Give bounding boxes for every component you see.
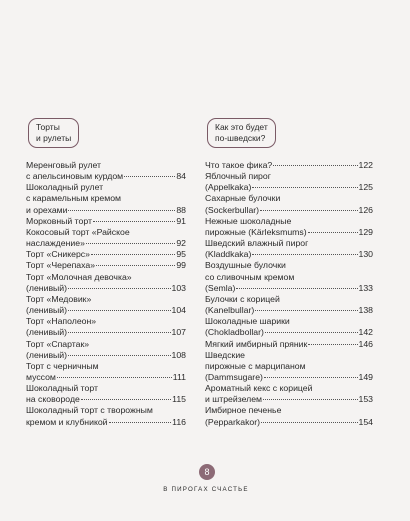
toc-entry-title-line: Шоколадный торт с творожным — [26, 405, 153, 416]
toc-entry-page: 129 — [358, 226, 373, 237]
section-title-cakes — [28, 118, 79, 148]
toc-entry-page: 91 — [176, 215, 186, 226]
toc-entry-title-line: пирожные с марципаном — [205, 360, 306, 371]
toc-entry-page: 104 — [171, 305, 186, 316]
toc-entry-page: 142 — [358, 327, 373, 338]
toc-entry-page: 125 — [358, 182, 373, 193]
toc-entry-title-line: (Dammsugare) — [205, 371, 263, 382]
dot-leader — [273, 165, 357, 166]
dot-leader — [236, 288, 357, 289]
toc-entry-page: 99 — [176, 260, 186, 271]
toc-entry-title-line: со сливочным кремом — [205, 271, 295, 282]
toc-entry-row — [26, 327, 186, 338]
dot-leader — [260, 210, 357, 211]
toc-entry-row — [205, 327, 373, 338]
toc-entry-title-line: Шоколадный торт — [26, 383, 98, 394]
toc-entry-title-line: Торт «Молочная девочка» — [26, 271, 132, 282]
toc-entry-title-line: (Sockerbullar) — [205, 204, 260, 215]
toc-entry-row — [26, 372, 186, 383]
toc-column-right — [205, 118, 373, 428]
toc-entry-row — [26, 249, 186, 260]
section-title-line: Как это будет — [215, 122, 268, 132]
toc-entry-title-line: (ленивый) — [26, 305, 68, 316]
dot-leader — [252, 187, 357, 188]
toc-entry-row — [26, 417, 186, 428]
toc-entry-page: 84 — [176, 171, 186, 182]
toc-entry-row — [205, 182, 373, 193]
toc-entry-page: 133 — [358, 282, 373, 293]
toc-entry-title-line: Булочки с корицей — [205, 293, 280, 304]
toc-entry-title-line: (Pepparkakor) — [205, 416, 261, 427]
toc-entry-title-line: пирожные (Kärleksmums) — [205, 226, 307, 237]
section-title-swedish — [207, 118, 276, 148]
toc-entry-title-line: (ленивый) — [26, 282, 68, 293]
toc-entry — [205, 193, 373, 215]
toc-entry-title-line: Имбирное печенье — [205, 405, 282, 416]
toc-entry-page: 108 — [171, 349, 186, 360]
toc-entry-title-line: Шоколадный рулет — [26, 182, 104, 193]
dot-leader — [308, 232, 358, 233]
toc-entry — [205, 405, 373, 427]
toc-entry — [205, 260, 373, 293]
toc-entry-page: 111 — [172, 371, 186, 382]
dot-leader — [91, 254, 175, 255]
toc-entry-row — [205, 249, 373, 260]
toc-entry-row — [205, 372, 373, 383]
toc-entry-page: 116 — [172, 416, 186, 427]
toc-entry-title-line: с апельсиновым курдом — [26, 171, 124, 182]
toc-entry-title-line: (Kladdkaka) — [205, 249, 252, 260]
toc-entry-title-line: на сковороде — [26, 394, 80, 405]
toc-entry-title-line: и орехами — [26, 204, 68, 215]
toc-entry-page: 126 — [358, 204, 373, 215]
toc-entry-title-line: Торт «Медовик» — [26, 293, 92, 304]
page-number-badge: 8 — [199, 464, 215, 480]
dot-leader — [68, 310, 170, 311]
toc-entry — [205, 294, 373, 316]
toc-entry — [205, 350, 373, 383]
toc-entry-row — [26, 171, 186, 182]
toc-entry-title-line: (Appelkaka) — [205, 182, 252, 193]
toc-entry — [26, 405, 186, 427]
toc-entry-row — [26, 283, 186, 294]
toc-entry-title-line: Шведские — [205, 349, 246, 360]
toc-entry-row — [205, 160, 373, 171]
toc-entry-page: 88 — [176, 204, 186, 215]
toc-entry-page: 149 — [358, 371, 373, 382]
dot-leader — [255, 310, 357, 311]
toc-entry — [205, 160, 373, 171]
toc-entry — [26, 272, 186, 294]
toc-entry-row — [205, 339, 373, 350]
toc-entry-row — [205, 283, 373, 294]
toc-entry — [205, 339, 373, 350]
toc-entry-title-line: кремом и клубникой — [26, 416, 108, 427]
toc-entry-title-line: Что такое фика? — [205, 160, 273, 170]
toc-entry-title-line: Мягкий имбирный пряник — [205, 338, 308, 349]
toc-entry-page: 115 — [172, 394, 186, 405]
dot-leader — [96, 265, 175, 266]
toc-entry-title-line: (ленивый) — [26, 349, 68, 360]
dot-leader — [86, 243, 175, 244]
toc-entry-title-line: Нежные шоколадные — [205, 215, 292, 226]
toc-entry-title-line: Торт «Сникерс» — [26, 249, 90, 260]
dot-leader — [57, 377, 172, 378]
toc-entry — [26, 339, 186, 361]
toc-entry-row — [26, 350, 186, 361]
toc-entry — [205, 238, 373, 260]
toc-entry-page: 146 — [358, 338, 373, 349]
toc-entry-title-line: Шоколадные шарики — [205, 316, 290, 327]
toc-entry-row — [26, 394, 186, 405]
toc-entry-page: 103 — [171, 282, 186, 293]
toc-entry — [205, 383, 373, 405]
toc-entry — [205, 316, 373, 338]
dot-leader — [68, 210, 175, 211]
toc-entry-title-line: Торт «Наполеон» — [26, 316, 97, 327]
dot-leader — [265, 332, 358, 333]
dot-leader — [109, 422, 172, 423]
dot-leader — [93, 221, 175, 222]
toc-entry-title-line: Меренговый рулет — [26, 160, 102, 170]
dot-leader — [68, 332, 170, 333]
toc-entry-page: 153 — [358, 394, 373, 405]
toc-entry — [26, 316, 186, 338]
toc-entry-page: 92 — [176, 238, 186, 249]
dot-leader — [68, 288, 170, 289]
toc-entry-page: 154 — [358, 416, 373, 427]
section-title-line: Торты — [36, 122, 60, 132]
toc-entry-page: 95 — [176, 249, 186, 260]
toc-list-left — [26, 160, 186, 428]
dot-leader — [81, 399, 171, 400]
toc-entry — [26, 361, 186, 383]
dot-leader — [264, 377, 358, 378]
toc-entry-page: 107 — [171, 327, 186, 338]
toc-entry-title-line: Торт «Черепаха» — [26, 260, 96, 271]
section-title-line: и рулеты — [36, 133, 72, 143]
running-footer: В ПИРОГАХ СЧАСТЬЕ — [163, 486, 249, 493]
toc-entry — [205, 216, 373, 238]
toc-entry-row — [26, 305, 186, 316]
toc-entry-row — [205, 227, 373, 238]
toc-entry-title-line: Яблочный пирог — [205, 171, 271, 182]
toc-entry-title-line: Морковный торт — [26, 215, 92, 226]
dot-leader — [261, 422, 357, 423]
dot-leader — [252, 254, 357, 255]
toc-entry-row — [205, 417, 373, 428]
toc-entry-title-line: Воздушные булочки — [205, 260, 286, 271]
toc-entry-title-line: Кокосовый торт «Райское — [26, 226, 130, 237]
toc-entry-row — [26, 205, 186, 216]
toc-entry-title-line: (ленивый) — [26, 327, 68, 338]
toc-entry-title-line: Ароматный кекс с корицей — [205, 383, 313, 394]
toc-entry — [26, 260, 186, 271]
toc-entry — [205, 171, 373, 193]
toc-entry-row — [205, 205, 373, 216]
toc-entry-title-line: муссом — [26, 371, 56, 382]
dot-leader — [68, 355, 170, 356]
toc-entry-page: 122 — [358, 160, 373, 170]
section-title-line: по-шведски? — [215, 133, 266, 143]
toc-entry-title-line: (Semla) — [205, 282, 236, 293]
dot-leader — [308, 344, 357, 345]
toc-entry-row — [26, 260, 186, 271]
toc-entry-row — [26, 238, 186, 249]
toc-entry-page: 138 — [358, 305, 373, 316]
toc-column-left — [26, 118, 186, 428]
toc-entry-title-line: (Kanelbullar) — [205, 305, 255, 316]
toc-entry-title-line: (Chokladbollar) — [205, 327, 264, 338]
toc-entry-row — [205, 305, 373, 316]
toc-entry — [26, 383, 186, 405]
toc-entry-page: 130 — [358, 249, 373, 260]
toc-entry — [26, 249, 186, 260]
toc-entry-title-line: с карамельным кремом — [26, 193, 122, 204]
toc-entry-row — [26, 216, 186, 227]
dot-leader — [263, 399, 357, 400]
toc-entry — [26, 227, 186, 249]
toc-entry-title-line: наслаждение» — [26, 238, 85, 249]
toc-entry — [26, 294, 186, 316]
toc-entry-title-line: Торт с черничным — [26, 360, 99, 371]
toc-entry-title-line: Сахарные булочки — [205, 193, 281, 204]
toc-entry-row — [205, 394, 373, 405]
toc-entry-title-line: Шведский влажный пирог — [205, 238, 309, 249]
toc-entry — [26, 216, 186, 227]
toc-list-right — [205, 160, 373, 428]
dot-leader — [124, 176, 175, 177]
toc-entry — [26, 182, 186, 215]
toc-entry-title-line: Торт «Спартак» — [26, 338, 90, 349]
toc-entry — [26, 160, 186, 182]
toc-entry-title-line: и штрейзелем — [205, 394, 263, 405]
